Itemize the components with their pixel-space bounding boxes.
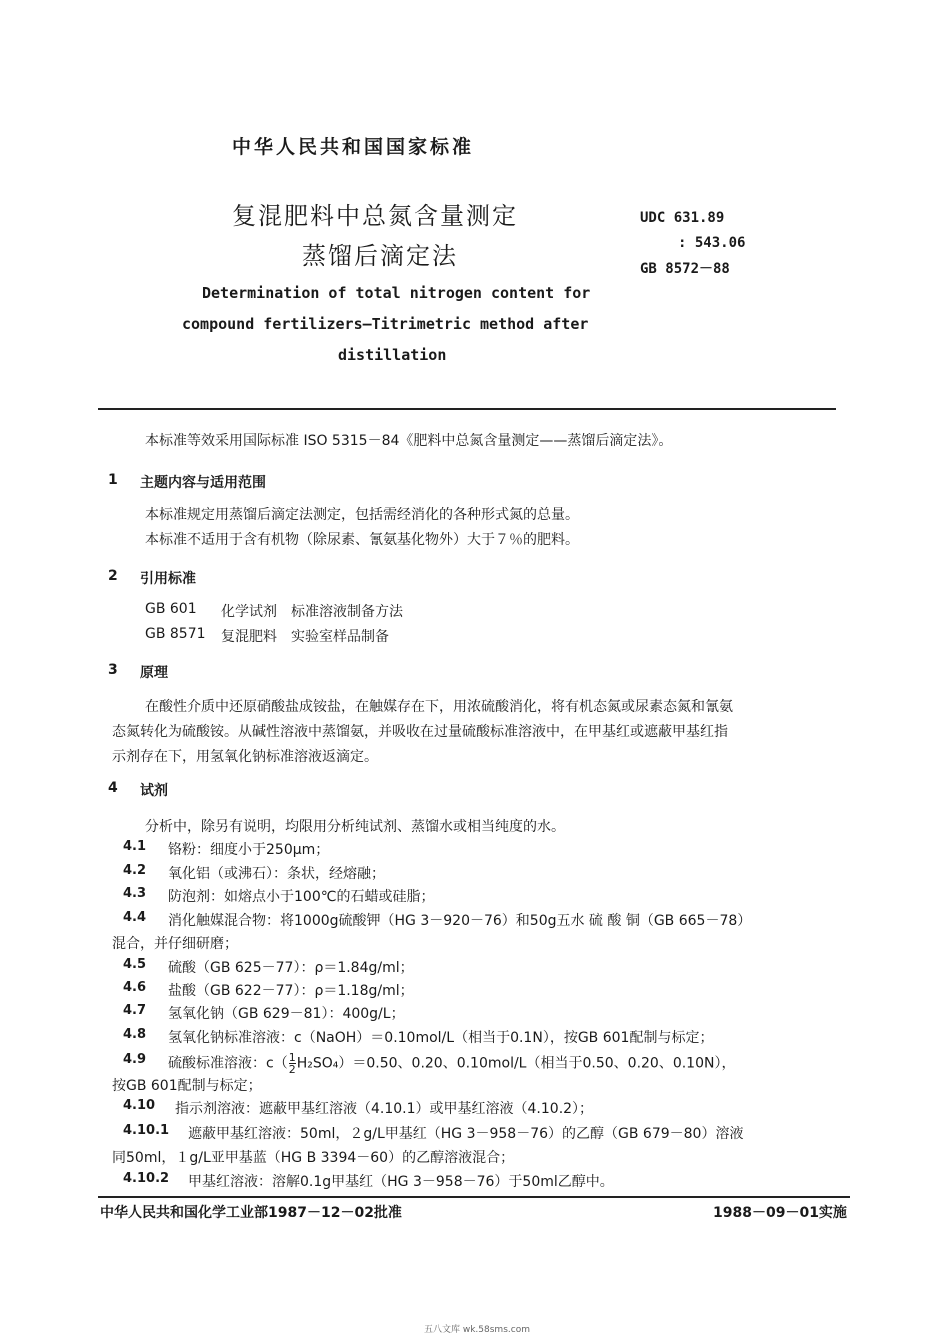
english-title-line-3: distillation bbox=[338, 346, 447, 364]
clause-4-9-suffix: H₂SO₄）＝0.50、0.20、0.10mol/L（相当于0.50、0.20、0.10N）， bbox=[296, 1055, 736, 1072]
clause-4-10-1-text: 遮蔽甲基红溶液：50ml，２g/L甲基红（HG 3－958－76）的乙醇（GB 679－80）溶液 bbox=[188, 1126, 744, 1142]
clause-4-6-text: 盐酸（GB 622－77）：ρ＝1.18g/ml； bbox=[168, 983, 414, 999]
gb-number: GB 8572－88 bbox=[640, 261, 730, 277]
title-line-2: 蒸馏后滴定法 bbox=[302, 242, 458, 270]
title-line-1: 复混肥料中总氮含量测定 bbox=[232, 202, 518, 230]
half-fraction bbox=[289, 1052, 296, 1075]
clause-4-3-text: 防泡剂：如熔点小于100℃的石蜡或硅脂； bbox=[168, 889, 435, 905]
clause-4-8-text: 氢氧化钠标准溶液：c（NaOH）＝0.10mol/L（相当于0.1N），按GB 601配制与标定； bbox=[168, 1030, 714, 1046]
clause-4-10-1-number: 4.10.1 bbox=[123, 1123, 170, 1138]
section-1-para-2: 本标准不适用于含有机物（除尿素、氰氨基化物外）大于７％的肥料。 bbox=[145, 532, 579, 548]
clause-4-10-1-continuation: 同50ml，１g/L亚甲基蓝（HG B 3394－60）的乙醇溶液混合； bbox=[112, 1150, 515, 1166]
standard-type: 中华人民共和国国家标准 bbox=[232, 136, 475, 158]
fraction-numerator: 1 bbox=[288, 1051, 296, 1064]
section-3-line-2: 态氮转化为硫酸铵。从碱性溶液中蒸馏氨，并吸收在过量硫酸标准溶液中，在甲基红或遮蔽甲基红指 bbox=[112, 724, 728, 740]
section-4-number: 4 bbox=[108, 780, 118, 796]
implementation-date: 1988－09－01实施 bbox=[713, 1205, 847, 1221]
clause-4-7-number: 4.7 bbox=[123, 1003, 147, 1018]
clause-4-2-number: 4.2 bbox=[123, 863, 147, 878]
clause-4-10-text: 指示剂溶液：遮蔽甲基红溶液（4.10.1）或甲基红溶液（4.10.2）； bbox=[175, 1101, 594, 1117]
reference-1-title: 化学试剂 标准溶液制备方法 bbox=[221, 604, 403, 620]
section-3-number: 3 bbox=[108, 662, 118, 678]
clause-4-5-number: 4.5 bbox=[123, 957, 147, 972]
english-title-line-2: compound fertilizers—Titrimetric method after bbox=[182, 315, 589, 333]
clause-4-3-number: 4.3 bbox=[123, 886, 147, 901]
section-1-para-1: 本标准规定用蒸馏后滴定法测定，包括需经消化的各种形式氮的总量。 bbox=[145, 507, 579, 523]
clause-4-10-number: 4.10 bbox=[123, 1098, 156, 1113]
section-3-line-1: 在酸性介质中还原硝酸盐成铵盐，在触媒存在下，用浓硫酸消化，将有机态氮或尿素态氮和氰氨 bbox=[145, 699, 733, 715]
reference-2-code: GB 8571 bbox=[145, 626, 206, 642]
clause-4-1-number: 4.1 bbox=[123, 839, 147, 854]
english-title-line-1: Determination of total nitrogen content for bbox=[202, 284, 591, 302]
clause-4-10-2-number: 4.10.2 bbox=[123, 1171, 170, 1186]
section-3-line-3: 示剂存在下，用氢氧化钠标准溶液返滴定。 bbox=[112, 749, 378, 765]
clause-4-7-text: 氢氧化钠（GB 629－81）：400g/L； bbox=[168, 1006, 405, 1022]
clause-4-4-text: 消化触媒混合物：将1000g硫酸钾（HG 3－920－76）和50g五水 硫 酸 铜（GB 665－78） bbox=[168, 913, 752, 929]
clause-4-9-continuation: 按GB 601配制与标定； bbox=[112, 1078, 262, 1094]
clause-4-10-2-text: 甲基红溶液：溶解0.1g甲基红（HG 3－958－76）于50ml乙醇中。 bbox=[188, 1174, 614, 1190]
section-4-intro: 分析中，除另有说明，均限用分析纯试剂、蒸馏水或相当纯度的水。 bbox=[145, 819, 565, 835]
section-2-number: 2 bbox=[108, 568, 118, 584]
clause-4-1-text: 铬粉：细度小于250μm； bbox=[168, 842, 330, 858]
section-3-title: 原理 bbox=[140, 665, 168, 681]
intro-text: 本标准等效采用国际标准 ISO 5315－84《肥料中总氮含量测定——蒸馏后滴定法》。 bbox=[145, 433, 673, 449]
fraction-denominator: 2 bbox=[288, 1063, 296, 1076]
udc-number: UDC 631.89 bbox=[640, 210, 725, 226]
section-4-title: 试剂 bbox=[140, 783, 168, 799]
section-2-title: 引用标准 bbox=[140, 571, 196, 587]
section-1-number: 1 bbox=[108, 472, 118, 488]
clause-4-4-number: 4.4 bbox=[123, 910, 147, 925]
clause-4-9-text bbox=[168, 1052, 735, 1075]
clause-4-9-number: 4.9 bbox=[123, 1052, 147, 1067]
clause-4-8-number: 4.8 bbox=[123, 1027, 147, 1042]
clause-4-5-text: 硫酸（GB 625－77）：ρ＝1.84g/ml； bbox=[168, 960, 414, 976]
clause-4-9-prefix: 硫酸标准溶液：c（ bbox=[168, 1055, 288, 1072]
udc-subnumber: : 543.06 bbox=[678, 235, 746, 251]
approval-date: 中华人民共和国化学工业部1987－12－02批准 bbox=[100, 1205, 402, 1221]
header-rule bbox=[98, 408, 836, 410]
watermark: 五八文库 wk.58sms.com bbox=[424, 1325, 530, 1335]
reference-2-title: 复混肥料 实验室样品制备 bbox=[221, 629, 389, 645]
clause-4-6-number: 4.6 bbox=[123, 980, 147, 995]
clause-4-2-text: 氧化铝（或沸石）：条状，经熔融； bbox=[168, 866, 385, 882]
section-1-title: 主题内容与适用范围 bbox=[140, 475, 266, 491]
footer-rule bbox=[98, 1196, 850, 1198]
clause-4-4-continuation: 混合，并仔细研磨； bbox=[112, 936, 238, 952]
reference-1-code: GB 601 bbox=[145, 601, 197, 617]
